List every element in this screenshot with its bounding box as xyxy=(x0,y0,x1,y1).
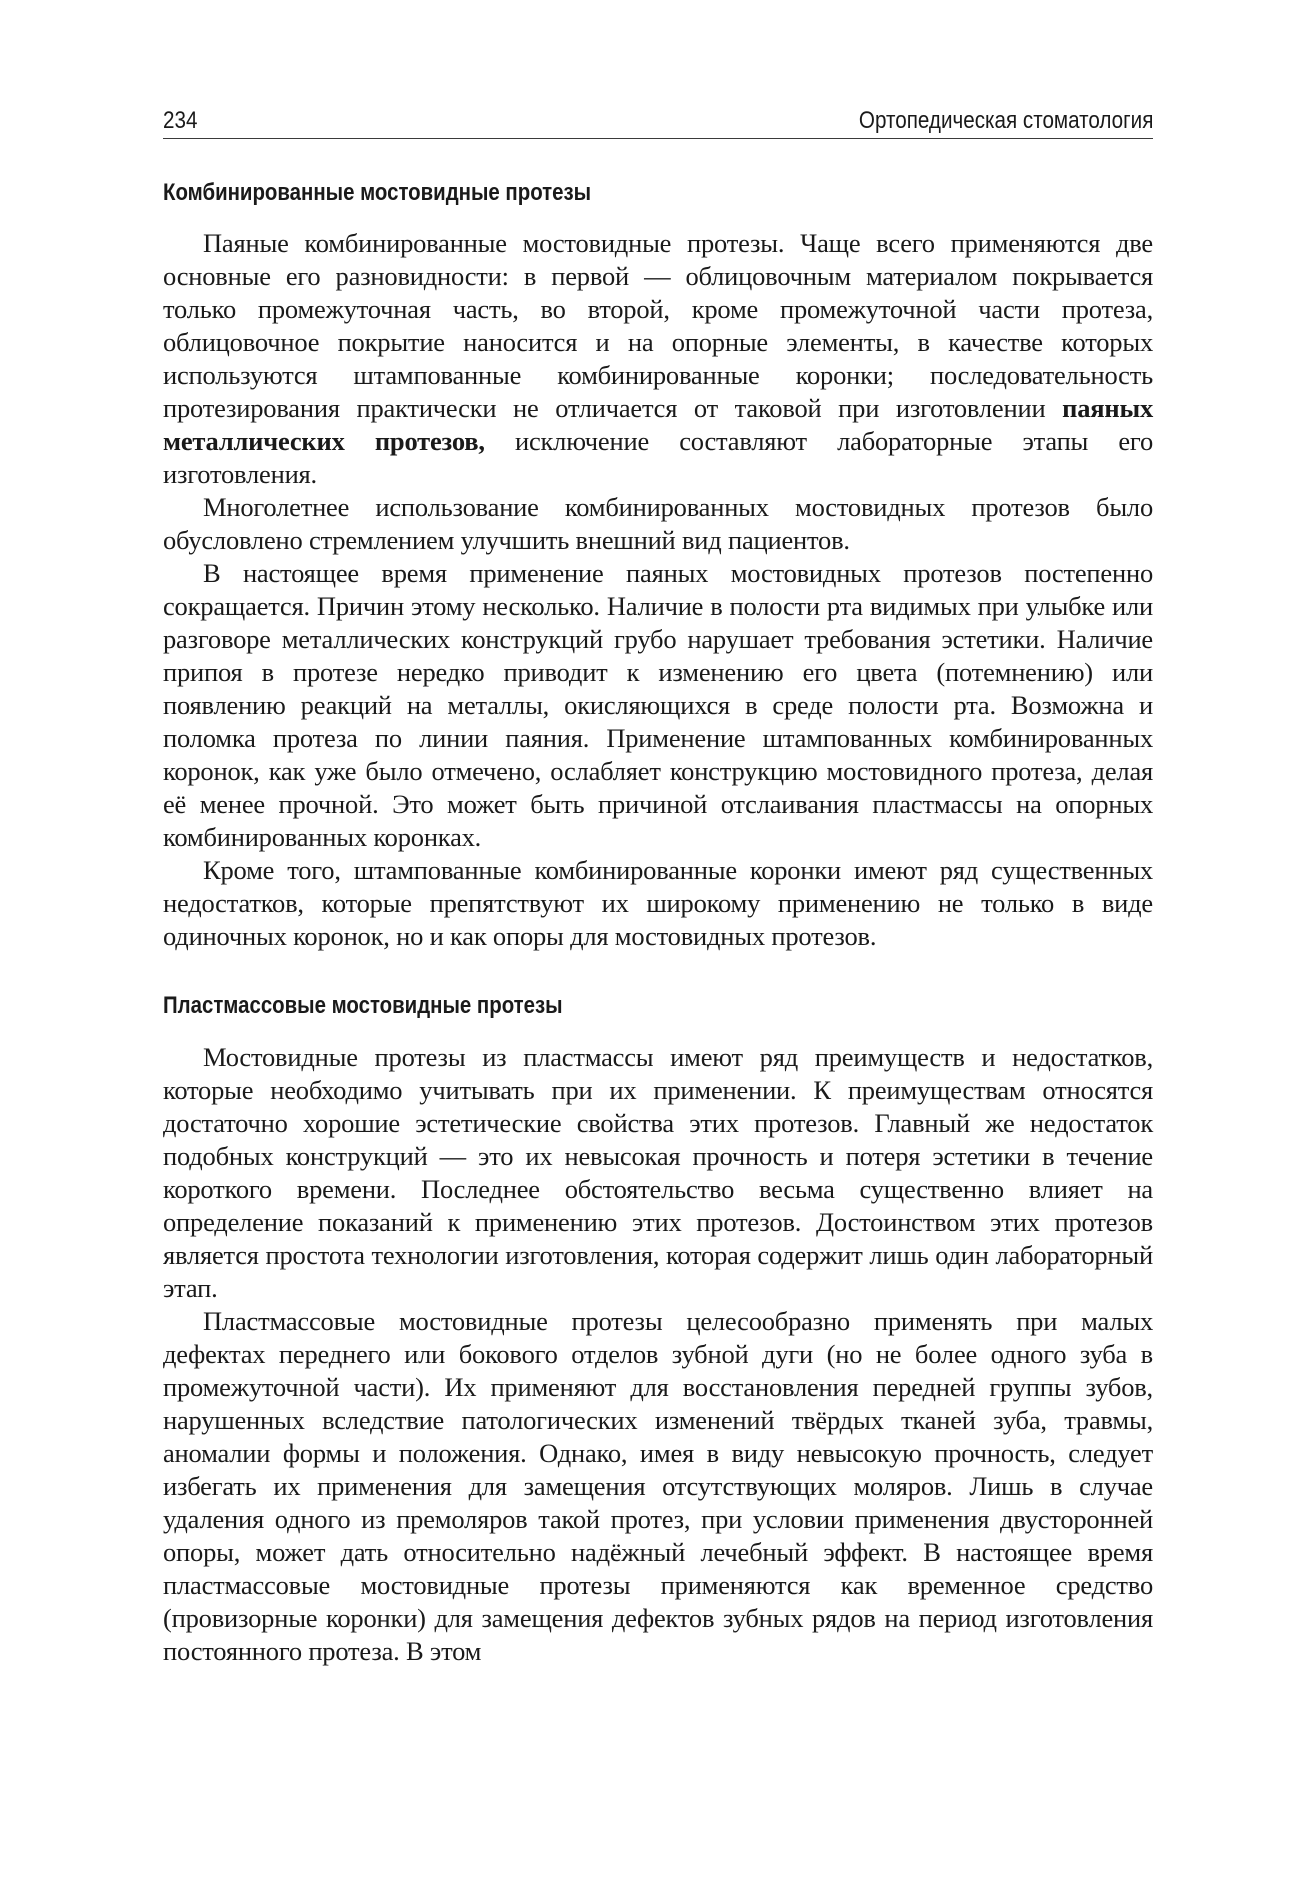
section-body-combined-bridges xyxy=(163,227,1153,953)
book-title: Ортопедическая стоматология xyxy=(858,107,1153,134)
page-number: 234 xyxy=(163,107,198,134)
section-body-plastic-bridges xyxy=(163,1041,1153,1668)
paragraph: Мостовидные протезы из пластмассы имеют ряд преимуществ и недостатков, которые необходимо учитывать при их применении. К преимуществам относятся достаточно хорошие эстетические свойства этих протезов. Главный же недостаток подобных конструкций — это их невысокая прочность и потеря эстетики в течение короткого времени. Последнее обстоятельство весьма существенно влияет на определение показаний к применению этих протезов. Достоинством этих протезов является простота технологии изготовления, которая содержит лишь один лабораторный этап. xyxy=(163,1042,1153,1303)
paragraph: В настоящее время применение паяных мостовидных протезов постепенно сокращается. Причин этому несколько. Наличие в полости рта видимых при улыбке или разговоре металлических конструкций грубо нарушает требования эстетики. Наличие припоя в протезе нередко приводит к изменению его цвета (потемнению) или появлению реакций на металлы, окисляющихся в среде полости рта. Возможна и поломка протеза по линии паяния. Применение штампованных комбинированных коронок, как уже было отмечено, ослабляет конструкцию мостовидного протеза, делая её менее прочной. Это может быть причиной отслаивания пластмассы на опорных комбинированных коронках. xyxy=(163,558,1153,852)
paragraph: Кроме того, штампованные комбинированные коронки имеют ряд существенных недостатков, которые препятствуют их широкому применению не только в виде одиночных коронок, но и как опоры для мостовидных протезов. xyxy=(163,855,1153,951)
paragraph: Многолетнее использование комбинированных мостовидных протезов было обусловлено стремлением улучшить внешний вид пациентов. xyxy=(163,492,1153,555)
paragraph-text: исключение составляют лабораторные этапы его изготовления. xyxy=(163,426,1153,489)
paragraph: Пластмассовые мостовидные протезы целесообразно применять при малых дефектах переднего или бокового отделов зубной дуги (но не более одного зуба в промежуточной части). Их применяют для восстановления передней группы зубов, нарушенных вследствие патологических изменений твёрдых тканей зуба, травмы, аномалии формы и положения. Однако, имея в виду невысокую прочность, следует избегать их применения для замещения отсутствующих моляров. Лишь в случае удаления одного из премоляров такой протез, при условии применения двусторонней опоры, может дать относительно надёжный лечебный эффект. В настоящее время пластмассовые мостовидные протезы применяются как временное средство (провизорные коронки) для замещения дефектов зубных рядов на период изготовления постоянного протеза. В этом xyxy=(163,1306,1153,1666)
running-header xyxy=(163,104,1153,139)
section-heading-combined-bridges: Комбинированные мостовидные протезы xyxy=(163,179,592,206)
bold-term: паяных металлических протезов, xyxy=(163,393,1153,456)
section-heading-plastic-bridges: Пластмассовые мостовидные протезы xyxy=(163,992,563,1019)
paragraph-text: Паяные комбинированные мостовидные протезы. Чаще всего применяются две основные его разновидности: в первой — облицовочным материалом покрывается только промежуточная часть, во второй, кроме промежуточной части протеза, облицовочное покрытие наносится и на опорные элементы, в качестве которых используются штампованные комбинированные коронки; последовательность протезирования практически не отличается от таковой при изготовлении xyxy=(163,228,1153,423)
paragraph xyxy=(163,227,1153,491)
